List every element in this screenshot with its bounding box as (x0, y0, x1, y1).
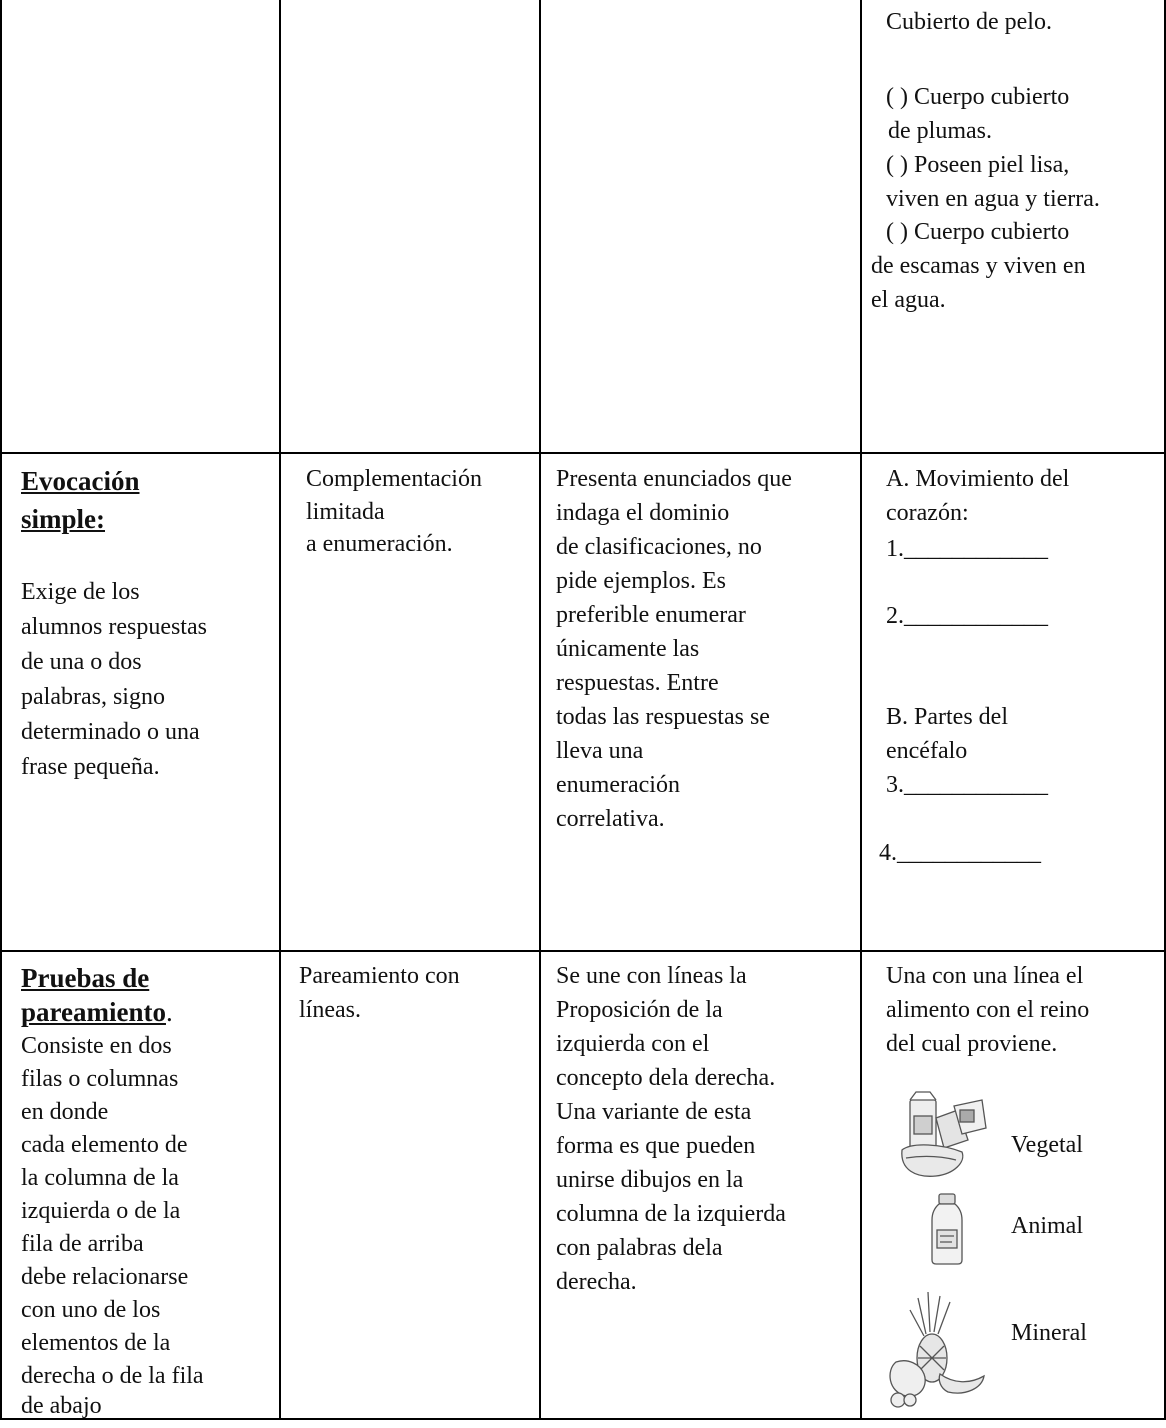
description-text: en donde (21, 1099, 109, 1125)
table-bottom-border (0, 1418, 1166, 1420)
description-text: cada elemento de (21, 1132, 188, 1158)
cell-text: Una variante de esta (556, 1099, 752, 1125)
cell-text: viven en agua y tierra. (886, 186, 1100, 212)
cell-text: B. Partes del (886, 704, 1008, 730)
answer-blank: 2.____________ (886, 603, 1048, 629)
cell-text: el agua. (871, 287, 946, 313)
fruit-vegetables-icon (882, 1288, 992, 1410)
cell-text: pide ejemplos. Es (556, 568, 726, 594)
description-text: determinado o una (21, 719, 200, 745)
description-text: debe relacionarse (21, 1264, 189, 1290)
description-text: alumnos respuestas (21, 614, 207, 640)
cell-text: ( ) Poseen piel lisa, (886, 152, 1070, 178)
answer-blank: 3.____________ (886, 772, 1048, 798)
description-text: Consiste en dos (21, 1033, 172, 1059)
row-divider-1 (0, 452, 1166, 454)
column-divider-1 (279, 0, 281, 1420)
cell-text: con palabras dela (556, 1235, 723, 1261)
column-divider-2 (539, 0, 541, 1420)
kingdom-label-mineral: Mineral (1011, 1320, 1087, 1346)
cell-text: limitada (306, 499, 385, 525)
description-text: Exige de los (21, 579, 140, 605)
description-text: derecha o de la fila (21, 1363, 204, 1389)
milk-bottle-icon (924, 1190, 970, 1268)
description-text: elementos de la (21, 1330, 171, 1356)
cell-text: alimento con el reino (886, 997, 1090, 1023)
section-title: Pruebas de (21, 963, 150, 993)
cell-text: Proposición de la (556, 997, 723, 1023)
cell-text: ( ) Cuerpo cubierto (886, 84, 1070, 110)
description-text: fila de arriba (21, 1231, 144, 1257)
description-text: la columna de la (21, 1165, 179, 1191)
cell-text: lleva una (556, 738, 644, 764)
cell-text: Cubierto de pelo. (886, 9, 1052, 35)
kingdom-label-vegetal: Vegetal (1011, 1132, 1083, 1158)
packaged-foods-icon (896, 1088, 992, 1182)
cell-text: de plumas. (888, 118, 992, 144)
description-text: de abajo (21, 1393, 102, 1419)
cell-text: enumeración (556, 772, 680, 798)
row-divider-2 (0, 950, 1166, 952)
cell-text: del cual proviene. (886, 1031, 1058, 1057)
cell-text: corazón: (886, 500, 969, 526)
description-text: de una o dos (21, 649, 142, 675)
cell-text: de clasificaciones, no (556, 534, 762, 560)
cell-text: A. Movimiento del (886, 466, 1070, 492)
cell-text: líneas. (299, 997, 361, 1023)
cell-text: únicamente las (556, 636, 700, 662)
cell-text: Complementación (306, 466, 482, 492)
cell-text: correlativa. (556, 806, 665, 832)
cell-text: izquierda con el (556, 1031, 710, 1057)
description-text: filas o columnas (21, 1066, 179, 1092)
column-divider-3 (860, 0, 862, 1420)
section-title: simple: (21, 504, 105, 534)
cell-text: forma es que pueden (556, 1133, 756, 1159)
title-suffix: . (165, 997, 173, 1027)
cell-text: Pareamiento con (299, 963, 460, 989)
cell-text: de escamas y viven en (871, 253, 1086, 279)
cell-text: unirse dibujos en la (556, 1167, 744, 1193)
cell-text: Presenta enunciados que (556, 466, 792, 492)
description-text: palabras, signo (21, 684, 165, 710)
description-text: frase pequeña. (21, 754, 160, 780)
section-title: pareamiento (21, 997, 166, 1027)
answer-blank: 1.____________ (886, 536, 1048, 562)
section-title-line (21, 996, 173, 1029)
kingdom-label-animal: Animal (1011, 1213, 1083, 1239)
answer-blank: 4.____________ (879, 840, 1041, 866)
cell-text: Una con una línea el (886, 963, 1084, 989)
cell-text: preferible enumerar (556, 602, 746, 628)
description-text: izquierda o de la (21, 1198, 181, 1224)
description-text: con uno de los (21, 1297, 161, 1323)
cell-text: Se une con líneas la (556, 963, 747, 989)
cell-text: encéfalo (886, 738, 968, 764)
cell-text: concepto dela derecha. (556, 1065, 776, 1091)
cell-text: respuestas. Entre (556, 670, 719, 696)
cell-text: a enumeración. (306, 531, 453, 557)
cell-text: columna de la izquierda (556, 1201, 786, 1227)
section-title: Evocación (21, 466, 140, 496)
table-left-border (0, 0, 2, 1420)
cell-text: indaga el dominio (556, 500, 730, 526)
cell-text: todas las respuestas se (556, 704, 770, 730)
cell-text: ( ) Cuerpo cubierto (886, 219, 1070, 245)
cell-text: derecha. (556, 1269, 637, 1295)
